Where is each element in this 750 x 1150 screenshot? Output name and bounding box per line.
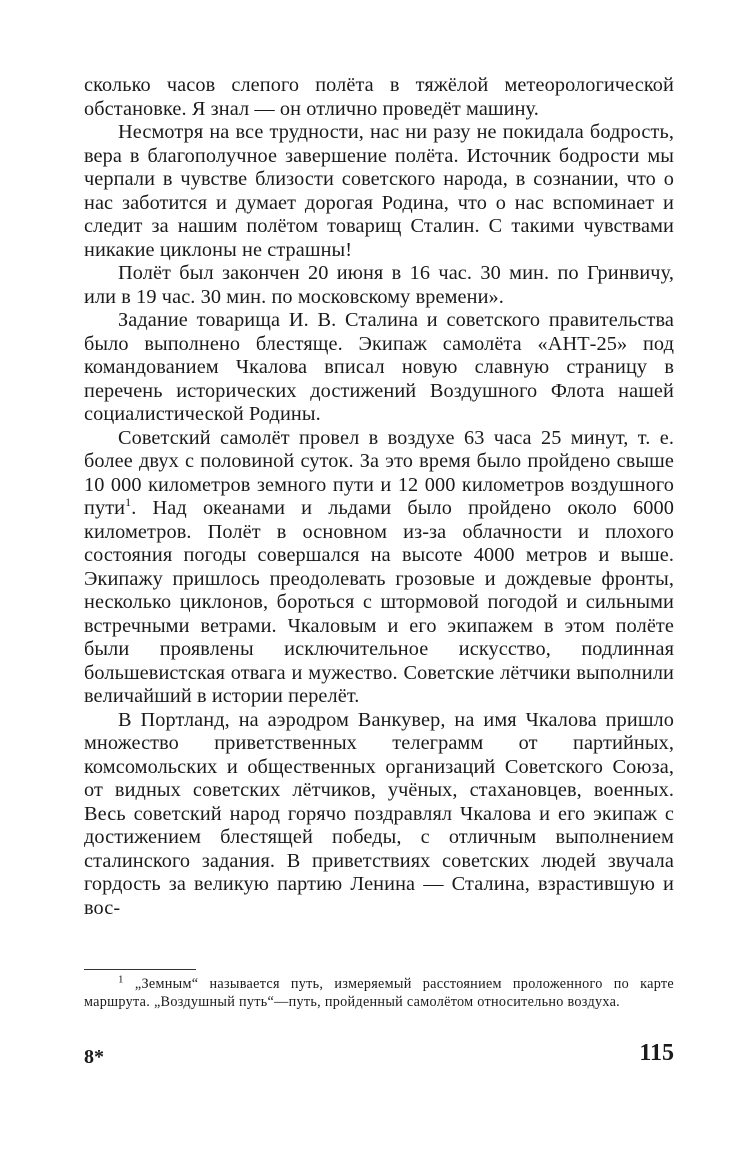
paragraph-5-continued: Над океанами и льдами было пройдено около 6000 километров. Полёт в основном из-за облачности и плохого состояния погоды совершался на высоте 4000 метров и выше. Экипажу пришлось преодолевать грозовые и дождевые фронты, несколько циклонов, бороться с штормовой погодой и сильными встречными ветрами. Чкаловым и его экипажем в этом полёте были проявлены исключительное искусство, подлинная большевистская отвага и мужество. Советские лётчики выполнили величайший в истории перелёт.: [84, 497, 675, 707]
footnote-number: 1: [118, 973, 124, 986]
paragraph-6: В Портланд, на аэродром Ванкувер, на имя Чкалова пришло множество приветственных телеграмм от партийных, комсомольских и общественных организаций Советского Союза, от видных советских лётчиков, учёных, стахановцев, военных. Весь советский народ горячо поздравлял Чкалова и его экипаж с достижением блестящей победы, с отличным выполнением сталинского задания. В приветствиях советских людей звучала гордость за великую партию Ленина — Сталина, взрастившую и вос-: [84, 708, 674, 919]
paragraph-5: Советский самолёт провел в воздухе 63 часа 25 минут, т. е. более двух с половиной суток. За это время было пройдено свыше 10 000 километров земного пути и 12 000 километров воздушного пути$^1$. Над океанами и льдами было пройдено около 6000 километров. Полёт в основном из-за облачности и плохого состояния погоды совершался на высоте 4000 метров и выше. Экипажу пришлось преодолевать грозовые и дождевые фронты, несколько циклонов, бороться с штормовой погодой и сильными встречными ветрами. Чкаловым и его экипажем в этом полёте были проявлены исключительное искусство, подлинная большевистская отвага и мужество. Советские лётчики выполнили величайший в истории перелёт.: [84, 426, 675, 707]
paragraph-4: Задание товарища И. В. Сталина и советского правительства было выполнено блестяще. Экипаж самолёта «АНТ-25» под командованием Чкалова вписал новую славную страницу в перечень исторических достижений Воздушного Флота нашей социалистической Родины.: [84, 309, 674, 425]
footnote: [84, 975, 674, 1011]
page-body: [84, 74, 674, 920]
paragraph-2: Несмотря на все трудности, нас ни разу не покидала бодрость, вера в благополучное завершение полёта. Источник бодрости мы черпали в чувстве близости советского народа, в сознании, что о нас заботится и думает дорогая Родина, что о нас вспоминает и следит за нашим полётом товарищ Сталин. С такими чувствами никакие циклоны не страшны!: [84, 121, 674, 261]
paragraph-1: сколько часов слепого полёта в тяжёлой метеорологической обстановке. Я знал — он отлично проведёт машину.: [84, 74, 674, 120]
footnote-text: „Земным“ называется путь, измеряемый расстоянием проложенного по карте маршрута. „Воздушный путь“—путь, пройденный самолётом относительно воздуха.: [84, 976, 674, 1010]
paragraph-5-text: Советский самолёт провел в воздухе 63 часа 25 минут, т. е. более двух с половиной суток. За это время было пройдено свыше 10 000 километров земного пути и 12 000 километров воздушного пути: [84, 426, 674, 519]
paragraph-3: Полёт был закончен 20 июня в 16 час. 30 мин. по Гринвичу, или в 19 час. 30 мин. по московскому времени».: [84, 262, 674, 308]
footnote-divider: [84, 969, 196, 970]
page-number: 115: [639, 1040, 674, 1066]
footnote-reference[interactable]: 1: [125, 495, 132, 510]
signature-mark: 8*: [84, 1046, 104, 1068]
